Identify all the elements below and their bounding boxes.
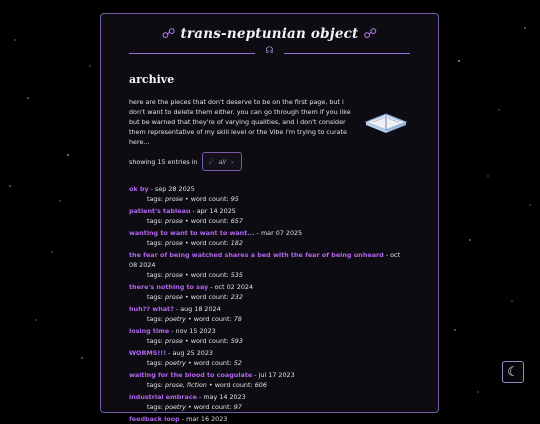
entry-list xyxy=(129,184,410,424)
theme-toggle-button[interactable] xyxy=(502,361,524,383)
list-item xyxy=(129,370,410,390)
tags-value: poetry xyxy=(165,359,186,367)
entry-meta xyxy=(129,402,410,412)
link-icon: ☍ xyxy=(161,26,176,42)
meta-separator: • xyxy=(184,217,189,225)
entry-date: mar 16 2023 xyxy=(186,415,228,423)
entry-date: may 14 2023 xyxy=(203,393,246,401)
tag-filter-value: all xyxy=(218,157,226,166)
entry-date-separator: - xyxy=(179,415,187,423)
content-panel xyxy=(100,13,439,423)
comet-icon: ☄ xyxy=(208,157,215,166)
entry-date: jul 17 2023 xyxy=(258,371,295,379)
filter-row xyxy=(129,152,410,171)
word-count-value: 535 xyxy=(230,271,243,279)
open-book-icon xyxy=(364,108,408,134)
meta-separator: • xyxy=(184,239,189,247)
word-count-label: word count: xyxy=(193,359,232,367)
meta-separator: • xyxy=(184,195,189,203)
word-count-value: 606 xyxy=(254,381,267,389)
page-title: archive xyxy=(129,73,175,86)
list-item xyxy=(129,348,410,368)
entry-meta xyxy=(129,238,410,248)
entry-title-link[interactable]: patient's tableau xyxy=(129,207,191,215)
word-count-value: 182 xyxy=(230,239,243,247)
tags-label: tags: xyxy=(147,195,163,203)
entry-date-separator: - xyxy=(196,393,204,401)
moon-icon: ☾ xyxy=(507,364,519,380)
header-divider xyxy=(129,47,410,59)
list-item xyxy=(129,392,410,412)
entry-date: oct 08 2024 xyxy=(129,251,401,269)
meta-separator: • xyxy=(187,359,192,367)
tags-label: tags: xyxy=(147,217,163,225)
entry-meta xyxy=(129,292,410,302)
meta-separator: • xyxy=(187,315,192,323)
entry-heading xyxy=(129,326,410,336)
entry-title-link[interactable]: industrial embrace xyxy=(129,393,197,401)
list-item xyxy=(129,282,410,302)
meta-separator: • xyxy=(184,271,189,279)
entry-date-separator: - xyxy=(148,185,155,193)
word-count-value: 232 xyxy=(230,293,243,301)
list-item xyxy=(129,326,410,346)
entry-heading xyxy=(129,184,410,194)
word-count-label: word count: xyxy=(190,337,229,345)
entry-heading xyxy=(129,348,410,358)
tags-value: poetry xyxy=(165,315,186,323)
entry-heading xyxy=(129,206,410,216)
list-item xyxy=(129,414,410,424)
entries-count-label: showing 15 entries in xyxy=(129,157,198,166)
entry-heading xyxy=(129,370,410,380)
site-title[interactable] xyxy=(129,26,410,42)
tags-label: tags: xyxy=(147,337,163,345)
entry-heading xyxy=(129,414,410,424)
entry-meta xyxy=(129,194,410,204)
entry-date: aug 18 2024 xyxy=(180,305,221,313)
word-count-label: word count: xyxy=(190,217,229,225)
entry-heading xyxy=(129,228,410,238)
word-count-label: word count: xyxy=(190,271,229,279)
tags-label: tags: xyxy=(147,315,163,323)
entry-heading xyxy=(129,250,410,270)
entry-date-separator: - xyxy=(166,349,173,357)
word-count-label: word count: xyxy=(193,403,232,411)
word-count-value: 593 xyxy=(230,337,243,345)
entry-date-separator: - xyxy=(208,283,215,291)
tags-value: prose xyxy=(165,217,183,225)
tag-filter-select[interactable] xyxy=(202,152,242,171)
entry-title-link[interactable]: ok by xyxy=(129,185,149,193)
word-count-value: 97 xyxy=(233,403,242,411)
list-item xyxy=(129,184,410,204)
word-count-label: word count: xyxy=(193,315,232,323)
entry-date-separator: - xyxy=(190,207,197,215)
entry-title-link[interactable]: losing time xyxy=(129,327,170,335)
entry-meta xyxy=(129,380,410,390)
entry-date: mar 07 2025 xyxy=(260,229,303,237)
entry-date-separator: - xyxy=(169,327,176,335)
entry-date: oct 02 2024 xyxy=(214,283,254,291)
link-icon: ☍ xyxy=(363,26,378,42)
entry-date-separator: - xyxy=(254,229,261,237)
meta-separator: • xyxy=(184,337,189,345)
tags-label: tags: xyxy=(147,239,163,247)
entry-title-link[interactable]: WORMS!!! xyxy=(129,349,167,357)
word-count-label: word count: xyxy=(214,381,253,389)
tags-value: prose xyxy=(165,271,183,279)
entry-meta xyxy=(129,314,410,324)
entry-heading xyxy=(129,392,410,402)
tags-value: prose xyxy=(165,337,183,345)
entry-meta xyxy=(129,336,410,346)
entry-title-link[interactable]: waiting for the blood to coagulate xyxy=(129,371,253,379)
tags-label: tags: xyxy=(147,271,163,279)
ascending-node-icon: ☊ xyxy=(265,46,274,56)
chevron-down-icon: ⌄ xyxy=(229,158,235,165)
entry-date: sep 28 2025 xyxy=(154,185,195,193)
tags-value: prose xyxy=(165,293,183,301)
word-count-value: 78 xyxy=(233,315,242,323)
entry-date-separator: - xyxy=(252,371,259,379)
entry-meta xyxy=(129,270,410,280)
meta-separator: • xyxy=(208,381,213,389)
word-count-value: 52 xyxy=(233,359,242,367)
meta-separator: • xyxy=(187,403,192,411)
intro-section xyxy=(129,97,410,147)
tags-value: prose xyxy=(165,239,183,247)
word-count-label: word count: xyxy=(190,195,229,203)
entry-date: apr 14 2025 xyxy=(196,207,236,215)
tags-value: poetry xyxy=(165,403,186,411)
list-item xyxy=(129,228,410,248)
entry-title-link[interactable]: there's nothing to say xyxy=(129,283,209,291)
entry-heading xyxy=(129,304,410,314)
entry-meta xyxy=(129,358,410,368)
entry-title-link[interactable]: the fear of being watched shares a bed with the fear of being unheard xyxy=(129,251,384,259)
entry-date-separator: - xyxy=(383,251,391,259)
list-item xyxy=(129,250,410,280)
entry-meta xyxy=(129,216,410,226)
tags-value: prose xyxy=(165,195,183,203)
entry-date-separator: - xyxy=(173,305,181,313)
tags-label: tags: xyxy=(147,403,163,411)
entry-heading xyxy=(129,282,410,292)
divider-line-right xyxy=(284,53,410,54)
entry-date: nov 15 2023 xyxy=(175,327,216,335)
tags-value: prose, fiction xyxy=(165,381,207,389)
word-count-value: 95 xyxy=(230,195,239,203)
divider-line-left xyxy=(129,53,255,54)
word-count-label: word count: xyxy=(190,239,229,247)
entry-date: aug 25 2023 xyxy=(172,349,213,357)
tags-label: tags: xyxy=(147,359,163,367)
intro-text: here are the pieces that don't deserve to be on the first page, but i don't want to delete them either. you can go through them if you like but be warned that they're of varying qualities, and i don't consider them representative of my skill level or the Vibe i'm trying to curate here... xyxy=(129,98,351,146)
list-item xyxy=(129,206,410,226)
entry-title-link[interactable]: feedback loop xyxy=(129,415,180,423)
site-title-text: trans-neptunian object xyxy=(180,26,359,42)
entry-title-link[interactable]: wanting to want to want to want... xyxy=(129,229,255,237)
tags-label: tags: xyxy=(147,381,163,389)
tags-label: tags: xyxy=(147,293,163,301)
meta-separator: • xyxy=(184,293,189,301)
word-count-value: 657 xyxy=(230,217,243,225)
entry-title-link[interactable]: huh?? what? xyxy=(129,305,174,313)
list-item xyxy=(129,304,410,324)
word-count-label: word count: xyxy=(190,293,229,301)
